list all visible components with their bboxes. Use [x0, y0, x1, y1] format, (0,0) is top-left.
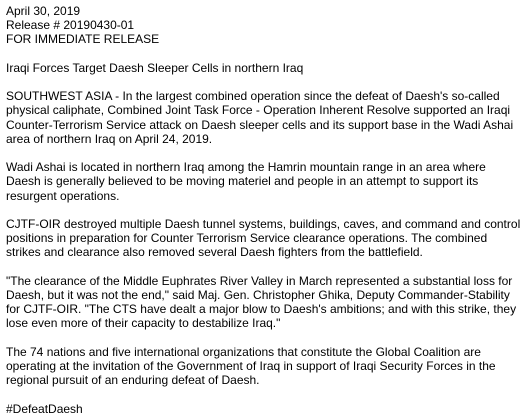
- body-paragraph-3: CJTF-OIR destroyed multiple Daesh tunnel systems, buildings, caves, and command and control positions in preparation for Counter Terrorism Service clearance operations. The combined strikes and clearance also removed several Daesh fighters from the battlefield.: [6, 216, 521, 260]
- body-paragraph-2: Wadi Ashai is located in northern Iraq among the Hamrin mountain range in an area where Daesh is generally believed to be moving materiel and people in an attempt to support its resurgent operations.: [6, 160, 486, 203]
- body-paragraph-1: SOUTHWEST ASIA - In the largest combined operation since the defeat of Daesh's so-called physical caliphate, Combined Joint Task Force - Operation Inherent Resolve supported an Iraqi Counter-Terrorism Service attack on Daesh sleeper cells and its support base in the Wadi Ashai area of northern Iraq on April 24, 2019.: [6, 89, 514, 146]
- release-number: Release # 20190430-01: [6, 18, 135, 33]
- body-paragraph-4: "The clearance of the Middle Euphrates River Valley in March represented a substantial loss for Daesh, but it was not the end," said Maj. Gen. Christopher Ghika, Deputy Commander-Stability for CJTF-OIR. "The CTS have dealt a major blow to Daesh's ambitions; and with this strike, they lose even more of their capacity to destabilize Iraq.": [6, 273, 517, 331]
- hashtag: #DefeatDaesh: [6, 401, 83, 416]
- body-paragraph-5: The 74 nations and five international organizations that constitute the Global Coalition are operating at the invitation of the Government of Iraq in support of Iraqi Security Forces in the regional pursuit of an enduring defeat of Daesh.: [6, 344, 496, 388]
- release-notice: FOR IMMEDIATE RELEASE: [6, 32, 160, 47]
- release-title: Iraqi Forces Target Daesh Sleeper Cells in northern Iraq: [6, 60, 304, 75]
- release-header: [6, 4, 521, 47]
- press-release-document: [6, 4, 521, 416]
- release-date: April 30, 2019: [6, 4, 81, 18]
